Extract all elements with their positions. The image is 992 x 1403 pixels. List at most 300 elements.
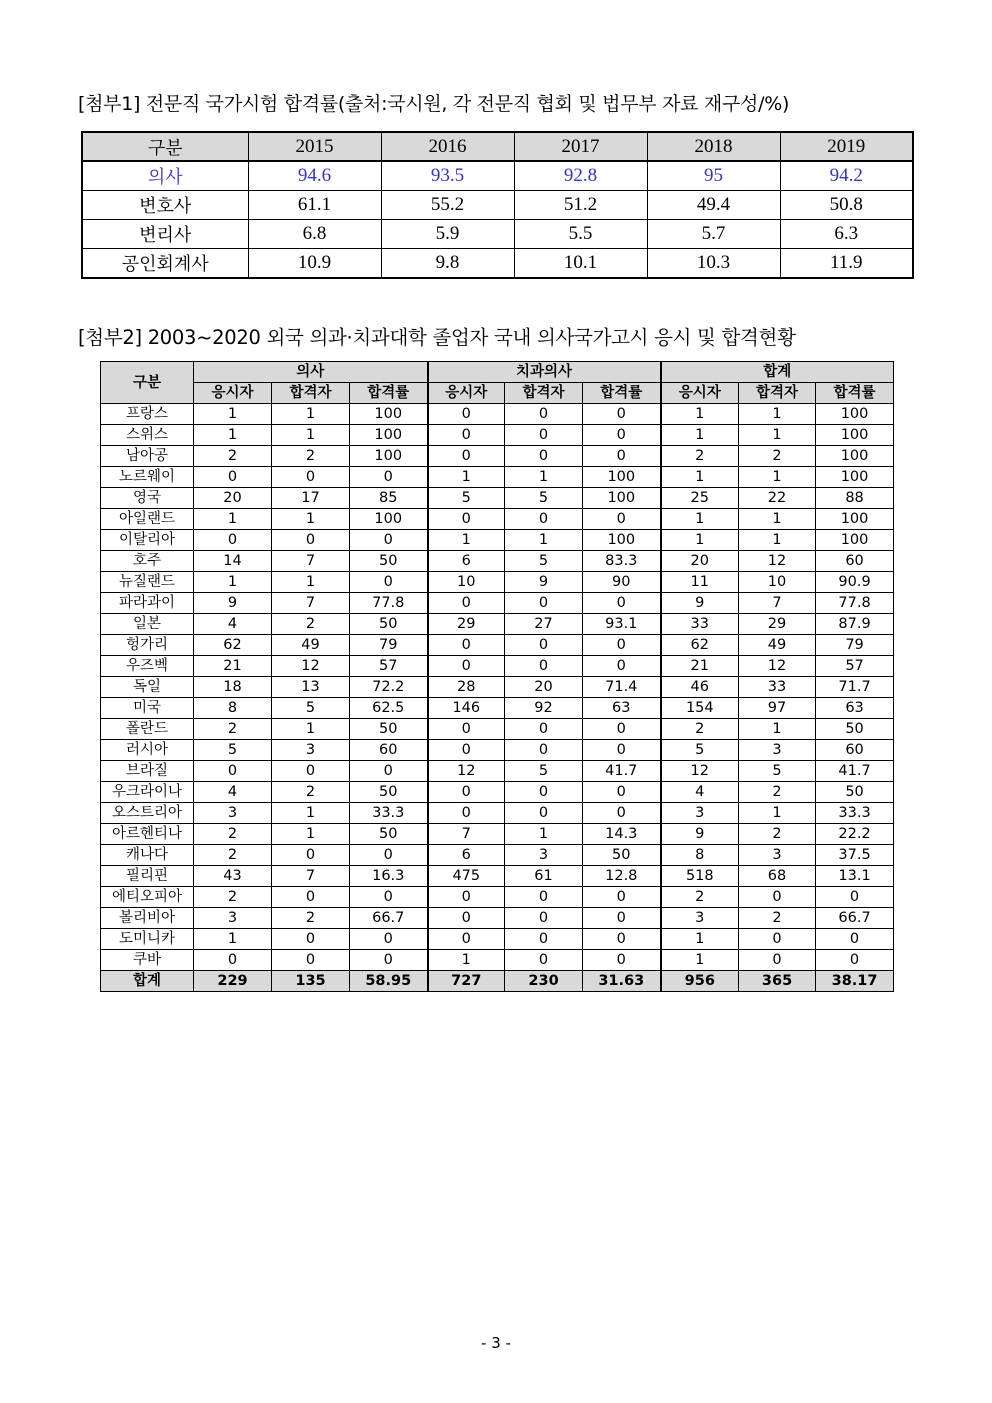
table2-row bbox=[101, 887, 894, 908]
table2-cell: 1 bbox=[661, 425, 739, 446]
table2-group-header-row bbox=[101, 362, 894, 383]
table2-cell: 33 bbox=[661, 614, 739, 635]
table2-cell: 1 bbox=[505, 467, 583, 488]
table2-cell: 0 bbox=[583, 593, 661, 614]
table2-cell: 100 bbox=[816, 530, 894, 551]
table2-subheader: 응시자 bbox=[194, 383, 272, 404]
table2-row bbox=[101, 677, 894, 698]
table2-subheader: 합격자 bbox=[739, 383, 816, 404]
table2-cell: 2 bbox=[739, 782, 816, 803]
table2-country-cell: 일본 bbox=[101, 614, 194, 635]
table2-cell: 62 bbox=[661, 635, 739, 656]
table2-cell: 1 bbox=[505, 530, 583, 551]
table2-cell: 0 bbox=[583, 908, 661, 929]
table2-cell: 0 bbox=[739, 950, 816, 971]
table2-cell: 3 bbox=[505, 845, 583, 866]
table2-cell: 1 bbox=[272, 719, 350, 740]
table2-cell: 7 bbox=[428, 824, 505, 845]
table1-cell: 95 bbox=[647, 161, 780, 191]
table2-cell: 1 bbox=[194, 929, 272, 950]
table2-cell: 1 bbox=[739, 509, 816, 530]
table2-cell: 43 bbox=[194, 866, 272, 887]
table2-country-cell: 헝가리 bbox=[101, 635, 194, 656]
table2-cell: 66.7 bbox=[350, 908, 428, 929]
table2-cell: 0 bbox=[428, 656, 505, 677]
table2-total-cell: 230 bbox=[505, 971, 583, 992]
table2-cell: 0 bbox=[428, 425, 505, 446]
table2-cell: 5 bbox=[272, 698, 350, 719]
table2-subheader-row bbox=[101, 383, 894, 404]
table2-country-cell: 파라과이 bbox=[101, 593, 194, 614]
table2-row bbox=[101, 929, 894, 950]
table1-row-label: 공인회계사 bbox=[82, 249, 248, 279]
table2-cell: 60 bbox=[816, 740, 894, 761]
table1-cell: 50.8 bbox=[780, 191, 913, 220]
table2-cell: 1 bbox=[739, 719, 816, 740]
table1-header-category: 구분 bbox=[82, 132, 248, 161]
table2-cell: 25 bbox=[661, 488, 739, 509]
table2-cell: 13.1 bbox=[816, 866, 894, 887]
table2-cell: 41.7 bbox=[816, 761, 894, 782]
table1-header-row bbox=[82, 132, 913, 161]
table2-cell: 4 bbox=[194, 614, 272, 635]
table2-cell: 0 bbox=[583, 782, 661, 803]
table1-cell: 92.8 bbox=[514, 161, 647, 191]
table2-cell: 0 bbox=[583, 929, 661, 950]
table2-cell: 4 bbox=[661, 782, 739, 803]
table2-cell: 0 bbox=[350, 950, 428, 971]
table2-cell: 8 bbox=[661, 845, 739, 866]
table1-header-year: 2019 bbox=[780, 132, 913, 161]
table2-cell: 0 bbox=[194, 467, 272, 488]
table2-cell: 1 bbox=[194, 572, 272, 593]
table2-cell: 0 bbox=[505, 782, 583, 803]
table2-cell: 50 bbox=[350, 614, 428, 635]
table2-cell: 7 bbox=[272, 866, 350, 887]
table2-cell: 0 bbox=[505, 404, 583, 425]
table2-cell: 97 bbox=[739, 698, 816, 719]
table2-cell: 0 bbox=[350, 467, 428, 488]
table2-cell: 50 bbox=[816, 719, 894, 740]
table2-cell: 9 bbox=[505, 572, 583, 593]
table2-country-cell: 뉴질랜드 bbox=[101, 572, 194, 593]
table2-cell: 60 bbox=[350, 740, 428, 761]
table2-cell: 0 bbox=[428, 593, 505, 614]
table2-total-cell: 135 bbox=[272, 971, 350, 992]
table2-cell: 1 bbox=[272, 425, 350, 446]
table2-cell: 1 bbox=[194, 425, 272, 446]
table2-row bbox=[101, 467, 894, 488]
table2-row bbox=[101, 572, 894, 593]
table2-cell: 1 bbox=[739, 467, 816, 488]
table2-cell: 0 bbox=[739, 929, 816, 950]
attachment2-title: [첨부2] 2003~2020 외국 의과·치과대학 졸업자 국내 의사국가고시 응시 및 합격현황 bbox=[78, 326, 796, 349]
table2-cell: 0 bbox=[505, 803, 583, 824]
table2-cell: 0 bbox=[505, 908, 583, 929]
table2-cell: 8 bbox=[194, 698, 272, 719]
table2-cell: 1 bbox=[505, 824, 583, 845]
table1-header-year: 2016 bbox=[381, 132, 514, 161]
table2-cell: 0 bbox=[428, 719, 505, 740]
table2-country-cell: 미국 bbox=[101, 698, 194, 719]
table2-cell: 3 bbox=[739, 740, 816, 761]
table1-row bbox=[82, 249, 913, 279]
table2-cell: 0 bbox=[505, 887, 583, 908]
table2-row bbox=[101, 908, 894, 929]
table2-cell: 68 bbox=[739, 866, 816, 887]
table2-cell: 21 bbox=[661, 656, 739, 677]
table2-total-cell: 956 bbox=[661, 971, 739, 992]
table2-cell: 1 bbox=[739, 425, 816, 446]
table2-cell: 9 bbox=[194, 593, 272, 614]
table2-row bbox=[101, 845, 894, 866]
table2-cell: 154 bbox=[661, 698, 739, 719]
table2-row bbox=[101, 740, 894, 761]
table1-cell: 94.2 bbox=[780, 161, 913, 191]
table2-cell: 0 bbox=[739, 887, 816, 908]
table2-cell: 100 bbox=[350, 509, 428, 530]
table2-cell: 2 bbox=[194, 719, 272, 740]
table2-cell: 90.9 bbox=[816, 572, 894, 593]
table2-cell: 1 bbox=[661, 950, 739, 971]
table2-cell: 5 bbox=[505, 488, 583, 509]
table2-country-cell: 영국 bbox=[101, 488, 194, 509]
table2-row bbox=[101, 509, 894, 530]
table2-country-cell: 남아공 bbox=[101, 446, 194, 467]
table1-row-label: 변호사 bbox=[82, 191, 248, 220]
table2-row bbox=[101, 950, 894, 971]
table2-cell: 87.9 bbox=[816, 614, 894, 635]
table2-cell: 93.1 bbox=[583, 614, 661, 635]
table1-header-year: 2018 bbox=[647, 132, 780, 161]
table2-cell: 0 bbox=[194, 950, 272, 971]
table2-cell: 77.8 bbox=[816, 593, 894, 614]
table2-cell: 0 bbox=[583, 509, 661, 530]
table2-cell: 1 bbox=[661, 404, 739, 425]
table2-cell: 0 bbox=[583, 803, 661, 824]
table2-cell: 5 bbox=[739, 761, 816, 782]
table2-cell: 1 bbox=[272, 509, 350, 530]
table2-cell: 0 bbox=[505, 929, 583, 950]
table2-cell: 17 bbox=[272, 488, 350, 509]
table1-row bbox=[82, 191, 913, 220]
table2-cell: 66.7 bbox=[816, 908, 894, 929]
table1-cell: 5.9 bbox=[381, 220, 514, 249]
table2-cell: 12 bbox=[739, 551, 816, 572]
table2-row bbox=[101, 404, 894, 425]
table2-cell: 5 bbox=[661, 740, 739, 761]
table1-cell: 49.4 bbox=[647, 191, 780, 220]
table1-row bbox=[82, 161, 913, 191]
table1-row bbox=[82, 220, 913, 249]
table2-cell: 22.2 bbox=[816, 824, 894, 845]
table2-subheader: 합격률 bbox=[816, 383, 894, 404]
table2-cell: 62 bbox=[194, 635, 272, 656]
table2-cell: 0 bbox=[505, 509, 583, 530]
table2-cell: 5 bbox=[505, 551, 583, 572]
table2-header-category: 구분 bbox=[101, 362, 194, 404]
table2-country-cell: 쿠바 bbox=[101, 950, 194, 971]
table2-cell: 71.7 bbox=[816, 677, 894, 698]
table2-country-cell: 독일 bbox=[101, 677, 194, 698]
table2-cell: 1 bbox=[739, 530, 816, 551]
table2-cell: 0 bbox=[583, 950, 661, 971]
table2-cell: 50 bbox=[350, 782, 428, 803]
table2-cell: 49 bbox=[739, 635, 816, 656]
table2-cell: 0 bbox=[583, 404, 661, 425]
table2-total-cell: 365 bbox=[739, 971, 816, 992]
table2-subheader: 합격률 bbox=[583, 383, 661, 404]
table2-cell: 0 bbox=[272, 761, 350, 782]
table2-cell: 10 bbox=[428, 572, 505, 593]
table2-row bbox=[101, 551, 894, 572]
table2-cell: 3 bbox=[194, 803, 272, 824]
table2-cell: 14 bbox=[194, 551, 272, 572]
table2-cell: 63 bbox=[583, 698, 661, 719]
table2-cell: 0 bbox=[350, 761, 428, 782]
table2-cell: 0 bbox=[350, 887, 428, 908]
table2-group-dentist: 치과의사 bbox=[428, 362, 661, 383]
table1-cell: 10.9 bbox=[248, 249, 381, 279]
table2-cell: 2 bbox=[194, 824, 272, 845]
table2-row bbox=[101, 488, 894, 509]
table2-cell: 33 bbox=[739, 677, 816, 698]
table2-cell: 18 bbox=[194, 677, 272, 698]
table2-cell: 2 bbox=[194, 887, 272, 908]
table2-cell: 29 bbox=[739, 614, 816, 635]
table2-cell: 61 bbox=[505, 866, 583, 887]
table2-cell: 20 bbox=[661, 551, 739, 572]
table2-cell: 1 bbox=[272, 824, 350, 845]
table2-cell: 0 bbox=[428, 782, 505, 803]
table2-cell: 1 bbox=[661, 509, 739, 530]
table2-country-cell: 아르헨티나 bbox=[101, 824, 194, 845]
table2-cell: 0 bbox=[428, 740, 505, 761]
table2-country-cell: 스위스 bbox=[101, 425, 194, 446]
table2-cell: 12 bbox=[661, 761, 739, 782]
table2-cell: 50 bbox=[816, 782, 894, 803]
table2-row bbox=[101, 614, 894, 635]
attachment1-title: [첨부1] 전문직 국가시험 합격률(출처:국시원, 각 전문직 협회 및 법무부 자료 재구성/%) bbox=[78, 93, 790, 115]
table2-cell: 0 bbox=[272, 467, 350, 488]
table2-cell: 88 bbox=[816, 488, 894, 509]
table2-cell: 1 bbox=[272, 404, 350, 425]
table2-cell: 0 bbox=[428, 446, 505, 467]
table2-cell: 0 bbox=[350, 530, 428, 551]
table2-cell: 0 bbox=[816, 950, 894, 971]
table2-cell: 0 bbox=[194, 530, 272, 551]
table2-cell: 1 bbox=[272, 572, 350, 593]
table1-cell: 10.1 bbox=[514, 249, 647, 279]
table2-total-row bbox=[101, 971, 894, 992]
table2-cell: 50 bbox=[583, 845, 661, 866]
table2-cell: 3 bbox=[194, 908, 272, 929]
table2-cell: 3 bbox=[272, 740, 350, 761]
table2-cell: 1 bbox=[428, 467, 505, 488]
table1-cell: 51.2 bbox=[514, 191, 647, 220]
table2-country-cell: 오스트리아 bbox=[101, 803, 194, 824]
table2-cell: 100 bbox=[350, 425, 428, 446]
table2-cell: 0 bbox=[272, 530, 350, 551]
table2-cell: 50 bbox=[350, 824, 428, 845]
table1-row-label: 변리사 bbox=[82, 220, 248, 249]
table2-cell: 2 bbox=[272, 908, 350, 929]
table2-country-cell: 우즈벡 bbox=[101, 656, 194, 677]
table2-cell: 6 bbox=[428, 551, 505, 572]
table2-cell: 2 bbox=[272, 614, 350, 635]
table2-cell: 12.8 bbox=[583, 866, 661, 887]
table2-cell: 49 bbox=[272, 635, 350, 656]
table2-cell: 0 bbox=[428, 887, 505, 908]
table2-cell: 7 bbox=[739, 593, 816, 614]
table2-cell: 0 bbox=[505, 593, 583, 614]
table2-cell: 0 bbox=[428, 929, 505, 950]
table1-cell: 6.3 bbox=[780, 220, 913, 249]
table2-cell: 57 bbox=[816, 656, 894, 677]
table1-cell: 5.5 bbox=[514, 220, 647, 249]
table2-subheader: 응시자 bbox=[428, 383, 505, 404]
table1-cell: 6.8 bbox=[248, 220, 381, 249]
table2-cell: 85 bbox=[350, 488, 428, 509]
table2-cell: 33.3 bbox=[350, 803, 428, 824]
table2-cell: 100 bbox=[816, 446, 894, 467]
table2-cell: 13 bbox=[272, 677, 350, 698]
table2-total-cell: 727 bbox=[428, 971, 505, 992]
table2-cell: 0 bbox=[505, 635, 583, 656]
table1-row-label: 의사 bbox=[82, 161, 248, 191]
table2-row bbox=[101, 719, 894, 740]
table2-country-cell: 아일랜드 bbox=[101, 509, 194, 530]
table2-subheader: 합격자 bbox=[505, 383, 583, 404]
table2-cell: 46 bbox=[661, 677, 739, 698]
table2-row bbox=[101, 866, 894, 887]
table2-cell: 12 bbox=[739, 656, 816, 677]
table2-cell: 71.4 bbox=[583, 677, 661, 698]
table2-cell: 0 bbox=[272, 950, 350, 971]
table2-cell: 20 bbox=[194, 488, 272, 509]
table2-cell: 146 bbox=[428, 698, 505, 719]
table2-cell: 37.5 bbox=[816, 845, 894, 866]
table2-cell: 2 bbox=[272, 782, 350, 803]
table2-cell: 0 bbox=[505, 425, 583, 446]
table2-cell: 22 bbox=[739, 488, 816, 509]
table2-cell: 0 bbox=[350, 845, 428, 866]
table2-cell: 2 bbox=[272, 446, 350, 467]
table2-cell: 2 bbox=[194, 446, 272, 467]
table2-country-cell: 에티오피아 bbox=[101, 887, 194, 908]
table2-cell: 72.2 bbox=[350, 677, 428, 698]
table2-cell: 3 bbox=[739, 845, 816, 866]
table2-country-cell: 우크라이나 bbox=[101, 782, 194, 803]
table2-row bbox=[101, 782, 894, 803]
table2-cell: 90 bbox=[583, 572, 661, 593]
table2-cell: 5 bbox=[194, 740, 272, 761]
table2-cell: 16.3 bbox=[350, 866, 428, 887]
table2-cell: 5 bbox=[428, 488, 505, 509]
table2-cell: 1 bbox=[661, 530, 739, 551]
table2-cell: 3 bbox=[661, 803, 739, 824]
table2-row bbox=[101, 824, 894, 845]
table2-cell: 0 bbox=[583, 635, 661, 656]
table2-country-cell: 프랑스 bbox=[101, 404, 194, 425]
table2-cell: 0 bbox=[505, 446, 583, 467]
table2-subheader: 합격자 bbox=[272, 383, 350, 404]
table2-cell: 60 bbox=[816, 551, 894, 572]
table2-cell: 0 bbox=[583, 446, 661, 467]
table2-cell: 1 bbox=[428, 950, 505, 971]
table2-country-cell: 필리핀 bbox=[101, 866, 194, 887]
table2-cell: 63 bbox=[816, 698, 894, 719]
table2-cell: 1 bbox=[661, 467, 739, 488]
table2-cell: 100 bbox=[583, 467, 661, 488]
table2-cell: 1 bbox=[194, 509, 272, 530]
table2-cell: 0 bbox=[350, 929, 428, 950]
table2-cell: 1 bbox=[661, 929, 739, 950]
table2-cell: 0 bbox=[428, 803, 505, 824]
table2-cell: 2 bbox=[739, 824, 816, 845]
table1-cell: 10.3 bbox=[647, 249, 780, 279]
table2-cell: 100 bbox=[816, 425, 894, 446]
table2-country-cell: 이탈리아 bbox=[101, 530, 194, 551]
table2-cell: 12 bbox=[428, 761, 505, 782]
table2-cell: 0 bbox=[505, 740, 583, 761]
table2-subheader: 응시자 bbox=[661, 383, 739, 404]
table2-cell: 0 bbox=[194, 761, 272, 782]
table2-cell: 11 bbox=[661, 572, 739, 593]
table2-cell: 28 bbox=[428, 677, 505, 698]
table2-cell: 3 bbox=[661, 908, 739, 929]
table2-cell: 0 bbox=[350, 572, 428, 593]
table2-cell: 0 bbox=[505, 950, 583, 971]
table1-header-year: 2017 bbox=[514, 132, 647, 161]
table2-cell: 1 bbox=[428, 530, 505, 551]
table2-cell: 0 bbox=[505, 656, 583, 677]
table1-cell: 11.9 bbox=[780, 249, 913, 279]
table2-cell: 77.8 bbox=[350, 593, 428, 614]
table2-cell: 33.3 bbox=[816, 803, 894, 824]
table2-cell: 5 bbox=[505, 761, 583, 782]
table2-cell: 2 bbox=[739, 446, 816, 467]
table2-cell: 92 bbox=[505, 698, 583, 719]
table2-cell: 0 bbox=[505, 719, 583, 740]
table2-row bbox=[101, 635, 894, 656]
table2-group-doctor: 의사 bbox=[194, 362, 428, 383]
table2-cell: 0 bbox=[583, 740, 661, 761]
table2-country-cell: 브라질 bbox=[101, 761, 194, 782]
table2-cell: 0 bbox=[816, 887, 894, 908]
table2-cell: 2 bbox=[739, 908, 816, 929]
table2-cell: 100 bbox=[816, 467, 894, 488]
table2-row bbox=[101, 656, 894, 677]
table2-total-label: 합계 bbox=[101, 971, 194, 992]
table2-cell: 27 bbox=[505, 614, 583, 635]
table1-cell: 94.6 bbox=[248, 161, 381, 191]
table2-row bbox=[101, 593, 894, 614]
table2-row bbox=[101, 425, 894, 446]
table2-group-total: 합계 bbox=[661, 362, 894, 383]
table2-row bbox=[101, 803, 894, 824]
table2-cell: 4 bbox=[194, 782, 272, 803]
table1-header-year: 2015 bbox=[248, 132, 381, 161]
table2-cell: 7 bbox=[272, 551, 350, 572]
table2-cell: 0 bbox=[428, 635, 505, 656]
table2-total-cell: 31.63 bbox=[583, 971, 661, 992]
table1-cell: 93.5 bbox=[381, 161, 514, 191]
table2-country-cell: 호주 bbox=[101, 551, 194, 572]
table2-cell: 0 bbox=[583, 887, 661, 908]
table2-cell: 79 bbox=[350, 635, 428, 656]
exam-pass-rate-table bbox=[81, 131, 914, 279]
